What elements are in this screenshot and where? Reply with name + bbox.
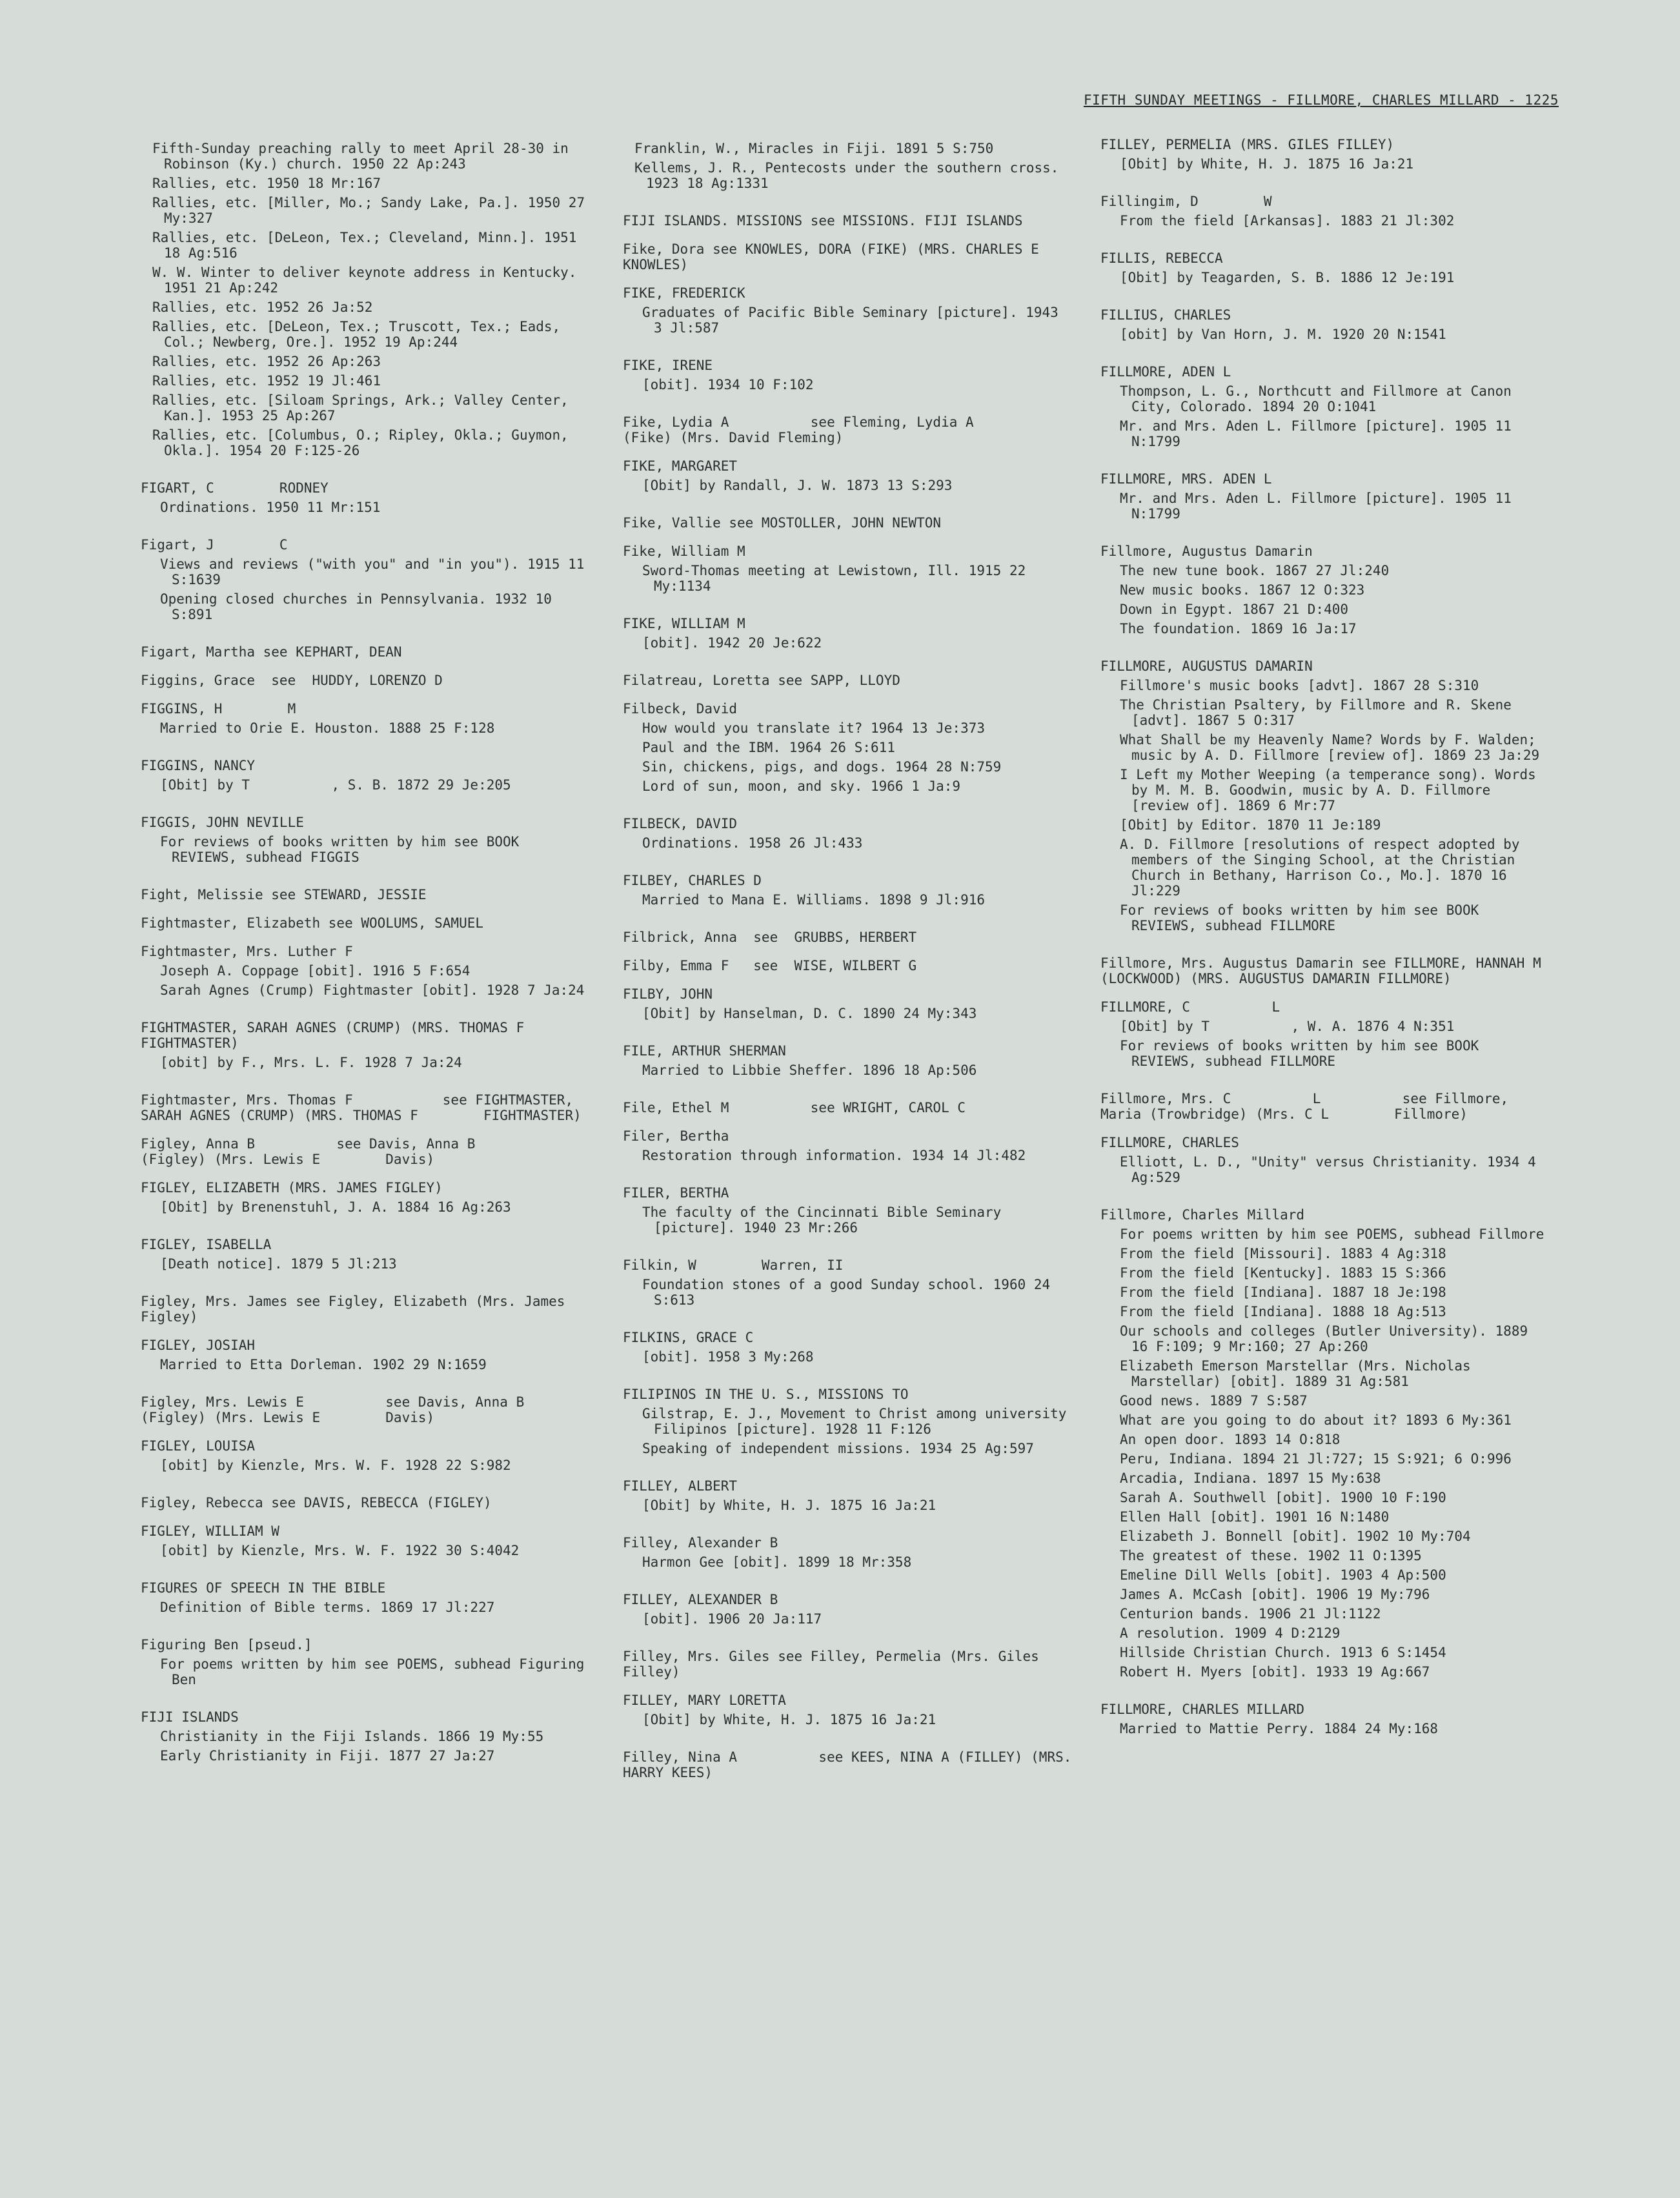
entry-citation: Sarah Agnes (Crump) Fightmaster [obit]. 1928 7 Ja:24: [160, 982, 585, 998]
index-entry: [141, 1495, 592, 1511]
index-entry: [141, 915, 592, 931]
index-entry: [141, 537, 592, 622]
entry-citation: From the field [Indiana]. 1887 18 Je:198: [1120, 1285, 1446, 1300]
entry-heading: Fightmaster, Elizabeth see WOOLUMS, SAMUEL: [141, 915, 484, 931]
index-entry: [623, 873, 1075, 908]
entry-heading: FIGART, C RODNEY: [141, 480, 329, 496]
entry-citation: [Obit] by Teagarden, S. B. 1886 12 Je:191: [1120, 270, 1455, 285]
index-entry: [623, 673, 1075, 688]
entry-heading: FILLMORE, CHARLES: [1100, 1135, 1239, 1150]
entry-heading: Fike, Lydia A see Fleming, Lydia A (Fike) (Mrs. David Fleming): [623, 414, 1039, 445]
index-entry: [1100, 1135, 1552, 1185]
index-entry: [141, 1438, 592, 1473]
index-entry: [1100, 364, 1552, 449]
entry-heading: FIGGIS, JOHN NEVILLE: [141, 815, 304, 830]
entry-heading: FILLMORE, C L: [1100, 999, 1280, 1015]
index-entry: [623, 1478, 1075, 1513]
entry-heading: FILKINS, GRACE C: [623, 1330, 754, 1345]
entry-citation: Elizabeth Emerson Marstellar (Mrs. Nicholas Marstellar) [obit]. 1889 31 Ag:581: [1120, 1358, 1479, 1389]
index-entry: [141, 673, 592, 688]
index-entry: [623, 1387, 1075, 1456]
entry-citation: Elizabeth J. Bonnell [obit]. 1902 10 My:704: [1120, 1529, 1471, 1544]
index-entry: [141, 1394, 592, 1425]
column-2: [623, 137, 1121, 1793]
entry-citation: Rallies, etc. 1950 18 Mr:167: [152, 176, 381, 191]
entry-citation: Down in Egypt. 1867 21 D:400: [1120, 602, 1349, 617]
index-entry: [623, 958, 1075, 973]
entry-citation: W. W. Winter to deliver keynote address in Kentucky. 1951 21 Ap:242: [152, 265, 585, 296]
entry-citation: New music books. 1867 12 O:323: [1120, 582, 1365, 598]
entry-heading: Filbeck, David: [623, 701, 738, 717]
entry-citation: Married to Libbie Sheffer. 1896 18 Ap:506: [642, 1063, 977, 1078]
entry-citation: From the field [Arkansas]. 1883 21 Jl:302: [1120, 213, 1455, 229]
index-entry: [1100, 955, 1606, 986]
index-entry: [623, 458, 1075, 493]
entry-citation: Ordinations. 1958 26 Jl:433: [642, 835, 863, 851]
entry-citation: Rallies, etc. [Miller, Mo.; Sandy Lake, Pa.]. 1950 27 My:327: [152, 195, 593, 226]
index-entry: [623, 1257, 1075, 1308]
entry-heading: FILLEY, ALBERT: [623, 1478, 738, 1494]
entry-citation: Gilstrap, E. J., Movement to Christ among university Filipinos [picture]. 1928 11 F:126: [642, 1406, 1075, 1437]
entry-citation: [Obit] by T , W. A. 1876 4 N:351: [1120, 1019, 1455, 1034]
entry-citation: Mr. and Mrs. Aden L. Fillmore [picture]. 1905 11 N:1799: [1120, 491, 1520, 522]
entry-heading: FIGLEY, ELIZABETH (MRS. JAMES FIGLEY): [141, 1180, 443, 1196]
entry-citation: Centurion bands. 1906 21 Jl:1122: [1120, 1606, 1381, 1622]
entry-citation: [obit]. 1958 3 My:268: [642, 1349, 814, 1365]
entry-citation: [Obit] by T , S. B. 1872 29 Je:205: [160, 777, 511, 793]
entry-heading: FILLMORE, CHARLES MILLARD: [1100, 1702, 1305, 1717]
index-entry: [1100, 544, 1552, 636]
entry-citation: Robert H. Myers [obit]. 1933 19 Ag:667: [1120, 1664, 1430, 1680]
index-entry: [1100, 307, 1552, 342]
index-entry: [141, 1637, 592, 1687]
index-entry: [141, 1092, 592, 1123]
index-entry: [141, 701, 592, 736]
entry-citation: Paul and the IBM. 1964 26 S:611: [642, 740, 895, 755]
entry-heading: File, Ethel M see WRIGHT, CAROL C: [623, 1100, 966, 1115]
entry-heading: Fightmaster, Mrs. Luther F: [141, 944, 353, 959]
index-entry: [141, 1523, 592, 1558]
index-entry: [1100, 471, 1552, 522]
index-entry: [623, 816, 1075, 851]
entry-heading: FIGLEY, JOSIAH: [141, 1338, 256, 1353]
entry-citation: [Obit] by White, H. J. 1875 16 Ja:21: [1120, 156, 1414, 172]
index-entry: [623, 213, 1075, 229]
entry-heading: FIKE, WILLIAM M: [623, 616, 745, 631]
entry-citation: Rallies, etc. 1952 26 Ja:52: [152, 300, 373, 315]
entry-citation: Thompson, L. G., Northcutt and Fillmore at Canon City, Colorado. 1894 20 O:1041: [1120, 383, 1520, 414]
index-entry: [141, 815, 592, 865]
index-entry: [1100, 137, 1552, 172]
entry-citation: [Obit] by Randall, J. W. 1873 13 S:293: [642, 478, 953, 493]
index-entry: [623, 141, 1075, 191]
entry-citation: Early Christianity in Fiji. 1877 27 Ja:27: [160, 1748, 495, 1764]
entry-citation: Arcadia, Indiana. 1897 15 My:638: [1120, 1470, 1381, 1486]
entry-heading: FILLEY, PERMELIA (MRS. GILES FILLEY): [1100, 137, 1395, 152]
entry-citation: [obit]. 1906 20 Ja:117: [642, 1611, 822, 1627]
entry-citation: [Obit] by Editor. 1870 11 Je:189: [1120, 817, 1381, 833]
entry-heading: Filley, Alexander B: [623, 1535, 778, 1551]
index-entry: [623, 1185, 1075, 1236]
entry-heading: FIGGINS, H M: [141, 701, 296, 717]
entry-heading: Fillmore, Charles Millard: [1100, 1207, 1305, 1223]
entry-citation: For reviews of books written by him see BOOK REVIEWS, subhead FILLMORE: [1120, 902, 1487, 933]
index-entry: [141, 1580, 592, 1615]
entry-citation: Sword-Thomas meeting at Lewistown, Ill. 1915 22 My:1134: [642, 563, 1034, 594]
index-entry: [141, 887, 592, 902]
entry-citation: Kellems, J. R., Pentecosts under the southern cross. 1923 18 Ag:1331: [634, 160, 1068, 191]
entry-citation: Harmon Gee [obit]. 1899 18 Mr:358: [642, 1554, 912, 1570]
entry-heading: FIKE, IRENE: [623, 358, 713, 373]
entry-heading: Figart, Martha see KEPHART, DEAN: [141, 644, 402, 660]
entry-citation: Opening closed churches in Pennsylvania. 1932 10 S:891: [160, 591, 560, 622]
entry-citation: What Shall be my Heavenly Name? Words by F. Walden; music by A. D. Fillmore [review of]. 1869 23 Ja:29: [1120, 732, 1544, 763]
index-entry: [623, 701, 1075, 794]
entry-heading: Fike, William M: [623, 544, 745, 559]
entry-heading: Filkin, W Warren, II: [623, 1257, 844, 1273]
column-1: [141, 137, 592, 1786]
entry-citation: [obit] by F., Mrs. L. F. 1928 7 Ja:24: [160, 1055, 462, 1070]
entry-citation: Definition of Bible terms. 1869 17 Jl:227: [160, 1600, 495, 1615]
entry-citation: Graduates of Pacific Bible Seminary [picture]. 1943 3 Jl:587: [642, 305, 1067, 336]
entry-citation: From the field [Kentucky]. 1883 15 S:366: [1120, 1265, 1446, 1281]
entry-citation: Good news. 1889 7 S:587: [1120, 1393, 1308, 1409]
index-entry: [141, 1136, 592, 1167]
entry-citation: [obit]. 1942 20 Je:622: [642, 635, 822, 651]
index-entry: [141, 1020, 592, 1070]
entry-citation: [Obit] by Brenenstuhl, J. A. 1884 16 Ag:263: [160, 1199, 511, 1215]
entry-citation: Fillmore's music books [advt]. 1867 28 S:310: [1120, 678, 1479, 693]
entry-heading: Figley, Mrs. James see Figley, Elizabeth (Mrs. James Figley): [141, 1294, 574, 1325]
index-entry: [623, 1693, 1075, 1727]
entry-heading: FIKE, FREDERICK: [623, 285, 745, 301]
entry-citation: [Death notice]. 1879 5 Jl:213: [160, 1256, 397, 1272]
entry-heading: FIGGINS, NANCY: [141, 758, 256, 773]
index-entry: [141, 1294, 592, 1325]
entry-citation: I Left my Mother Weeping (a temperance song). Words by M. M. B. Goodwin, music by A. D. Fillmore [review of]. 1869 6 Mr:77: [1120, 767, 1544, 813]
index-entry: [623, 1330, 1075, 1365]
entry-citation: Emeline Dill Wells [obit]. 1903 4 Ap:500: [1120, 1567, 1446, 1583]
index-entry: [1100, 1091, 1552, 1122]
entry-heading: Fightmaster, Mrs. Thomas F see FIGHTMASTER, SARAH AGNES (CRUMP) (MRS. THOMAS F FIGHTMASTER): [141, 1092, 582, 1123]
entry-heading: Filatreau, Loretta see SAPP, LLOYD: [623, 673, 900, 688]
entry-heading: Fight, Melissie see STEWARD, JESSIE: [141, 887, 427, 902]
entry-citation: Rallies, etc. 1952 19 Jl:461: [152, 373, 381, 389]
entry-citation: How would you translate it? 1964 13 Je:373: [642, 720, 986, 736]
entry-heading: FILLEY, MARY LORETTA: [623, 1693, 786, 1708]
index-entry: [623, 1592, 1075, 1627]
entry-citation: For poems written by him see POEMS, subhead Fillmore: [1120, 1226, 1544, 1242]
entry-citation: Franklin, W., Miracles in Fiji. 1891 5 S:750: [634, 141, 994, 156]
index-entry: [1100, 999, 1552, 1069]
entry-heading: Fillmore, Mrs. C L see Fillmore, Maria (Trowbridge) (Mrs. C L Fillmore): [1100, 1091, 1517, 1122]
index-entry: [141, 141, 592, 458]
entry-heading: Fike, Dora see KNOWLES, DORA (FIKE) (MRS. CHARLES E KNOWLES): [623, 241, 1121, 272]
entry-citation: Rallies, etc. [DeLeon, Tex.; Cleveland, Minn.]. 1951 18 Ag:516: [152, 230, 585, 261]
index-entry: [623, 515, 1075, 531]
entry-citation: Married to Etta Dorleman. 1902 29 N:1659: [160, 1357, 487, 1372]
entry-heading: FILLIS, REBECCA: [1100, 250, 1223, 266]
entry-citation: Hillside Christian Church. 1913 6 S:1454: [1120, 1645, 1446, 1660]
entry-heading: FIGLEY, WILLIAM W: [141, 1523, 279, 1539]
entry-heading: Filley, Nina A see KEES, NINA A (FILLEY) (MRS. HARRY KEES): [623, 1749, 1080, 1780]
entry-citation: Sarah A. Southwell [obit]. 1900 10 F:190: [1120, 1490, 1446, 1505]
entry-citation: Ellen Hall [obit]. 1901 16 N:1480: [1120, 1509, 1390, 1525]
entry-heading: FILBEY, CHARLES D: [623, 873, 762, 888]
entry-citation: [obit]. 1934 10 F:102: [642, 377, 814, 392]
index-entry: [1100, 1702, 1552, 1736]
entry-citation: Peru, Indiana. 1894 21 Jl:727; 15 S:921; 6 O:996: [1120, 1451, 1512, 1467]
entry-citation: An open door. 1893 14 O:818: [1120, 1432, 1341, 1447]
entry-citation: Foundation stones of a good Sunday school. 1960 24 S:613: [642, 1277, 1058, 1308]
entry-citation: Our schools and colleges (Butler University). 1889 16 F:109; 9 Mr:160; 27 Ap:260: [1120, 1323, 1536, 1354]
entry-citation: Joseph A. Coppage [obit]. 1916 5 F:654: [160, 963, 471, 979]
entry-citation: The faculty of the Cincinnati Bible Seminary [picture]. 1940 23 Mr:266: [642, 1205, 1009, 1236]
entry-heading: FILLMORE, ADEN L: [1100, 364, 1231, 380]
entry-citation: [obit] by Van Horn, J. M. 1920 20 N:1541: [1120, 327, 1446, 342]
index-entry: [623, 1649, 1075, 1680]
entry-heading: FILIPINOS IN THE U. S., MISSIONS TO: [623, 1387, 909, 1402]
entry-citation: James A. McCash [obit]. 1906 19 My:796: [1120, 1587, 1430, 1602]
entry-heading: FIGURES OF SPEECH IN THE BIBLE: [141, 1580, 386, 1596]
index-entry: [141, 644, 592, 660]
entry-citation: Ordinations. 1950 11 Mr:151: [160, 500, 381, 515]
entry-citation: Rallies, etc. [Columbus, O.; Ripley, Okla.; Guymon, Okla.]. 1954 20 F:125-26: [152, 427, 577, 458]
index-entry: [1100, 194, 1552, 229]
index-entry: [141, 1338, 592, 1372]
index-entry: [623, 1128, 1075, 1163]
entry-heading: FILLMORE, MRS. ADEN L: [1100, 471, 1272, 487]
entry-citation: The new tune book. 1867 27 Jl:240: [1120, 563, 1390, 578]
entry-citation: Lord of sun, moon, and sky. 1966 1 Ja:9: [642, 778, 961, 794]
index-entry: [1100, 658, 1552, 933]
entry-heading: Figley, Rebecca see DAVIS, REBECCA (FIGLEY): [141, 1495, 492, 1511]
entry-citation: [obit] by Kienzle, Mrs. W. F. 1922 30 S:4042: [160, 1543, 520, 1558]
entry-citation: Restoration through information. 1934 14 Jl:482: [642, 1148, 1026, 1163]
entry-heading: Fike, Vallie see MOSTOLLER, JOHN NEWTON: [623, 515, 942, 531]
entry-citation: Views and reviews ("with you" and "in you"). 1915 11 S:1639: [160, 556, 593, 587]
entry-heading: Fillmore, Mrs. Augustus Damarin see FILLMORE, HANNAH M (LOCKWOOD) (MRS. AUGUSTUS DAMARIN FILLMORE): [1100, 955, 1606, 986]
entry-heading: FIJI ISLANDS. MISSIONS see MISSIONS. FIJI ISLANDS: [623, 213, 1023, 229]
index-entry: [623, 414, 1075, 445]
entry-citation: Christianity in the Fiji Islands. 1866 19 My:55: [160, 1729, 544, 1744]
entry-citation: From the field [Indiana]. 1888 18 Ag:513: [1120, 1304, 1446, 1319]
entry-citation: Speaking of independent missions. 1934 25 Ag:597: [642, 1441, 1034, 1456]
entry-heading: FIJI ISLANDS: [141, 1709, 239, 1725]
index-entry: [141, 944, 592, 998]
entry-citation: [obit] by Kienzle, Mrs. W. F. 1928 22 S:982: [160, 1458, 511, 1473]
index-entry: [623, 544, 1075, 594]
entry-citation: Rallies, etc. [Siloam Springs, Ark.; Valley Center, Kan.]. 1953 25 Ap:267: [152, 392, 577, 423]
index-entry: [1100, 1207, 1552, 1680]
index-entry: [623, 1043, 1075, 1078]
entry-heading: Fillingim, D W: [1100, 194, 1272, 209]
entry-heading: FILBECK, DAVID: [623, 816, 738, 831]
entry-heading: FIGLEY, LOUISA: [141, 1438, 256, 1454]
index-entry: [623, 986, 1075, 1021]
column-3: [1100, 137, 1606, 1758]
entry-citation: Elliott, L. D., "Unity" versus Christianity. 1934 4 Ag:529: [1120, 1154, 1544, 1185]
entry-heading: Figgins, Grace see HUDDY, LORENZO D: [141, 673, 443, 688]
entry-citation: For poems written by him see POEMS, subhead Figuring Ben: [160, 1656, 593, 1687]
entry-citation: For reviews of books written by him see BOOK REVIEWS, subhead FILLMORE: [1120, 1038, 1487, 1069]
entry-citation: What are you going to do about it? 1893 6 My:361: [1120, 1412, 1512, 1428]
entry-heading: Fillmore, Augustus Damarin: [1100, 544, 1313, 559]
index-entry: [623, 1749, 1080, 1780]
entry-citation: Mr. and Mrs. Aden L. Fillmore [picture]. 1905 11 N:1799: [1120, 418, 1520, 449]
index-entry: [623, 241, 1121, 272]
entry-citation: Married to Mana E. Williams. 1898 9 Jl:916: [642, 892, 986, 908]
running-head: FIFTH SUNDAY MEETINGS - FILLMORE, CHARLES MILLARD - 1225: [1083, 92, 1559, 108]
entry-heading: FILER, BERTHA: [623, 1185, 729, 1201]
entry-citation: [Obit] by Hanselman, D. C. 1890 24 My:343: [642, 1006, 977, 1021]
index-entry: [141, 1237, 592, 1272]
index-entry: [623, 616, 1075, 651]
entry-citation: [Obit] by White, H. J. 1875 16 Ja:21: [642, 1712, 936, 1727]
entry-citation: From the field [Missouri]. 1883 4 Ag:318: [1120, 1246, 1446, 1261]
entry-heading: Filer, Bertha: [623, 1128, 729, 1144]
index-entry: [623, 358, 1075, 392]
index-entry: [623, 1535, 1075, 1570]
entry-citation: Fifth-Sunday preaching rally to meet April 28-30 in Robinson (Ky.) church. 1950 22 Ap:243: [152, 141, 577, 172]
entry-heading: FIGLEY, ISABELLA: [141, 1237, 272, 1252]
index-entry: [623, 930, 1075, 945]
entry-citation: Rallies, etc. [DeLeon, Tex.; Truscott, Tex.; Eads, Col.; Newberg, Ore.]. 1952 19 Ap:244: [152, 319, 569, 350]
entry-citation: The Christian Psaltery, by Fillmore and R. Skene [advt]. 1867 5 O:317: [1120, 697, 1520, 728]
entry-heading: FILBY, JOHN: [623, 986, 713, 1002]
entry-citation: Sin, chickens, pigs, and dogs. 1964 28 N:759: [642, 759, 1002, 775]
entry-heading: FIKE, MARGARET: [623, 458, 738, 474]
entry-citation: A resolution. 1909 4 D:2129: [1120, 1625, 1341, 1641]
entry-citation: The greatest of these. 1902 11 O:1395: [1120, 1548, 1422, 1563]
index-entry: [623, 285, 1075, 336]
entry-citation: The foundation. 1869 16 Ja:17: [1120, 621, 1357, 636]
entry-heading: Figuring Ben [pseud.]: [141, 1637, 312, 1653]
entry-heading: FILLEY, ALEXANDER B: [623, 1592, 778, 1607]
index-entry: [1100, 250, 1552, 285]
entry-heading: FILLMORE, AUGUSTUS DAMARIN: [1100, 658, 1313, 674]
entry-heading: FIGHTMASTER, SARAH AGNES (CRUMP) (MRS. THOMAS F FIGHTMASTER): [141, 1020, 590, 1051]
entry-heading: Figley, Mrs. Lewis E see Davis, Anna B (Figley) (Mrs. Lewis E Davis): [141, 1394, 590, 1425]
index-entry: [141, 1180, 592, 1215]
index-entry: [623, 1100, 1075, 1115]
entry-heading: Filby, Emma F see WISE, WILBERT G: [623, 958, 917, 973]
index-entry: [141, 1709, 592, 1764]
entry-citation: [Obit] by White, H. J. 1875 16 Ja:21: [642, 1498, 936, 1513]
entry-citation: Married to Orie E. Houston. 1888 25 F:128: [160, 720, 495, 736]
entry-citation: For reviews of books written by him see BOOK REVIEWS, subhead FIGGIS: [160, 834, 527, 865]
index-entry: [141, 480, 592, 515]
entry-heading: Figart, J C: [141, 537, 288, 553]
entry-citation: Married to Mattie Perry. 1884 24 My:168: [1120, 1721, 1439, 1736]
entry-heading: FILLIUS, CHARLES: [1100, 307, 1231, 323]
entry-citation: A. D. Fillmore [resolutions of respect adopted by members of the Singing School, at the Christian Church in Bethany, Harrison Co., Mo.]. 1870 16 Jl:229: [1120, 837, 1528, 899]
entry-citation: Rallies, etc. 1952 26 Ap:263: [152, 354, 381, 369]
entry-heading: Filley, Mrs. Giles see Filley, Permelia (Mrs. Giles Filley): [623, 1649, 1047, 1680]
entry-heading: FILE, ARTHUR SHERMAN: [623, 1043, 786, 1059]
entry-heading: Filbrick, Anna see GRUBBS, HERBERT: [623, 930, 917, 945]
entry-heading: Figley, Anna B see Davis, Anna B (Figley) (Mrs. Lewis E Davis): [141, 1136, 541, 1167]
index-entry: [141, 758, 592, 793]
